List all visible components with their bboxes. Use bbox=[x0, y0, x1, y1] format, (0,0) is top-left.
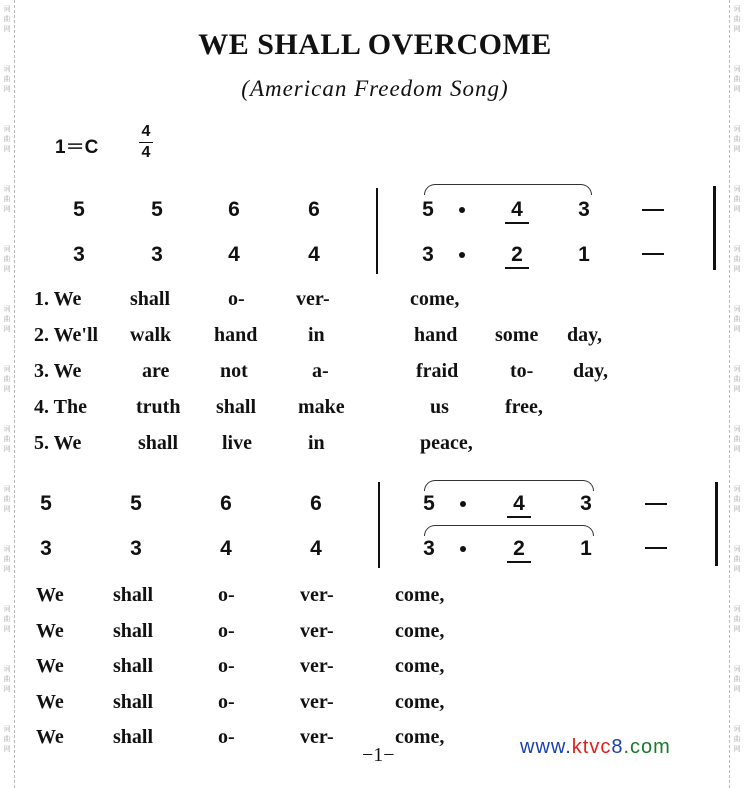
note: 2 bbox=[507, 537, 531, 563]
side-watermark: 词 曲 网 bbox=[3, 305, 11, 333]
hold-dash bbox=[645, 503, 667, 505]
lyric-syllable: ver- bbox=[300, 584, 334, 606]
note: 3 bbox=[580, 492, 592, 515]
side-watermark: 词 曲 网 bbox=[733, 425, 741, 453]
left-margin-strip bbox=[0, 0, 15, 788]
side-watermark: 词 曲 网 bbox=[733, 185, 741, 213]
note: 5 bbox=[130, 492, 142, 515]
lyric-syllable: peace, bbox=[420, 432, 473, 454]
right-margin-strip bbox=[729, 0, 744, 788]
song-title: WE SHALL OVERCOME bbox=[198, 28, 552, 61]
side-watermark: 词 曲 网 bbox=[733, 245, 741, 273]
lyric-syllable: day, bbox=[573, 360, 609, 382]
hold-dash bbox=[645, 547, 667, 549]
lyric-syllable: 5. We bbox=[34, 432, 82, 454]
barline bbox=[715, 482, 718, 566]
side-watermark: 词 曲 网 bbox=[3, 365, 11, 393]
note: 5 bbox=[40, 492, 52, 515]
note: 3 bbox=[130, 537, 142, 560]
lyric-syllable: We bbox=[36, 691, 64, 713]
lyric-syllable: o- bbox=[218, 584, 235, 606]
note: 4 bbox=[228, 243, 240, 266]
lyric-syllable: o- bbox=[228, 288, 245, 310]
time-signature-bar bbox=[139, 142, 153, 143]
side-watermark: 词 曲 网 bbox=[3, 5, 11, 33]
page-number: −1− bbox=[362, 744, 395, 766]
website-prefix: www. bbox=[520, 736, 572, 758]
website-brand-digit: 8 bbox=[611, 736, 624, 758]
lyric-syllable: 2. We'll bbox=[34, 324, 99, 346]
lyric-syllable: make bbox=[298, 396, 345, 418]
song-subtitle: (American Freedom Song) bbox=[241, 76, 509, 101]
lyric-syllable: shall bbox=[113, 691, 154, 713]
side-watermark: 词 曲 网 bbox=[3, 605, 11, 633]
lyric-syllable: shall bbox=[216, 396, 257, 418]
lyric-syllable: ver- bbox=[300, 691, 334, 713]
lyric-syllable: o- bbox=[218, 726, 235, 748]
barline bbox=[713, 186, 716, 270]
side-watermark: 词 曲 网 bbox=[3, 125, 11, 153]
augmentation-dot bbox=[460, 546, 466, 552]
lyric-syllable: not bbox=[220, 360, 248, 382]
note: 5 bbox=[73, 198, 85, 221]
side-watermark: 词 曲 网 bbox=[3, 65, 11, 93]
lyric-syllable: free, bbox=[505, 396, 543, 418]
note: 3 bbox=[151, 243, 163, 266]
slur bbox=[424, 184, 592, 195]
side-watermark: 词 曲 网 bbox=[3, 725, 11, 753]
time-signature bbox=[138, 122, 154, 163]
lyric-syllable: shall bbox=[113, 584, 154, 606]
augmentation-dot bbox=[459, 252, 465, 258]
lyric-syllable: in bbox=[308, 324, 325, 346]
lyric-syllable: o- bbox=[218, 655, 235, 677]
side-watermark: 词 曲 网 bbox=[733, 545, 741, 573]
side-watermark: 词 曲 网 bbox=[3, 545, 11, 573]
lyric-syllable: We bbox=[36, 726, 64, 748]
lyric-syllable: come, bbox=[395, 655, 445, 677]
lyric-syllable: ver- bbox=[296, 288, 330, 310]
side-watermark: 词 曲 网 bbox=[733, 305, 741, 333]
augmentation-dot bbox=[459, 207, 465, 213]
lyric-syllable: walk bbox=[130, 324, 172, 346]
lyric-syllable: hand bbox=[414, 324, 458, 346]
lyric-syllable: a- bbox=[312, 360, 329, 382]
lyric-syllable: o- bbox=[218, 691, 235, 713]
hold-dash bbox=[642, 253, 664, 255]
lyric-syllable: shall bbox=[130, 288, 171, 310]
note: 1 bbox=[580, 537, 592, 560]
lyric-syllable: We bbox=[36, 584, 64, 606]
note: 4 bbox=[505, 198, 529, 224]
note: 6 bbox=[308, 198, 320, 221]
note: 4 bbox=[310, 537, 322, 560]
note: 6 bbox=[220, 492, 232, 515]
note: 4 bbox=[507, 492, 531, 518]
side-watermark: 词 曲 网 bbox=[733, 125, 741, 153]
lyric-syllable: hand bbox=[214, 324, 258, 346]
note: 6 bbox=[228, 198, 240, 221]
note: 5 bbox=[422, 198, 434, 221]
note: 3 bbox=[423, 537, 435, 560]
side-watermark: 词 曲 网 bbox=[3, 185, 11, 213]
lyric-syllable: live bbox=[222, 432, 252, 454]
barline bbox=[378, 482, 380, 568]
lyric-syllable: come, bbox=[410, 288, 460, 310]
lyric-syllable: day, bbox=[567, 324, 603, 346]
lyric-syllable: shall bbox=[138, 432, 179, 454]
website-watermark bbox=[520, 736, 671, 759]
slur bbox=[424, 525, 594, 536]
note: 1 bbox=[578, 243, 590, 266]
time-signature-bottom: 4 bbox=[141, 144, 151, 161]
side-watermark: 词 曲 网 bbox=[733, 665, 741, 693]
lyric-syllable: in bbox=[308, 432, 325, 454]
lyric-syllable: fraid bbox=[416, 360, 459, 382]
side-watermark: 词 曲 网 bbox=[733, 65, 741, 93]
lyric-syllable: come, bbox=[395, 620, 445, 642]
lyric-syllable: us bbox=[430, 396, 449, 418]
lyric-syllable: some bbox=[495, 324, 539, 346]
lyric-syllable: shall bbox=[113, 620, 154, 642]
lyric-syllable: shall bbox=[113, 726, 154, 748]
lyric-syllable: We bbox=[36, 655, 64, 677]
note: 3 bbox=[40, 537, 52, 560]
side-watermark: 词 曲 网 bbox=[733, 485, 741, 513]
lyric-syllable: 4. The bbox=[34, 396, 87, 418]
side-watermark: 词 曲 网 bbox=[733, 725, 741, 753]
website-brand: ktvc bbox=[571, 736, 612, 758]
lyric-syllable: 1. We bbox=[34, 288, 82, 310]
note: 2 bbox=[505, 243, 529, 269]
website-suffix: .com bbox=[623, 736, 671, 758]
lyric-syllable: o- bbox=[218, 620, 235, 642]
side-watermark: 词 曲 网 bbox=[733, 5, 741, 33]
side-watermark: 词 曲 网 bbox=[3, 665, 11, 693]
lyric-syllable: come, bbox=[395, 726, 445, 748]
lyric-syllable: come, bbox=[395, 691, 445, 713]
augmentation-dot bbox=[460, 501, 466, 507]
note: 3 bbox=[422, 243, 434, 266]
note: 4 bbox=[308, 243, 320, 266]
side-watermark: 词 曲 网 bbox=[3, 245, 11, 273]
side-watermark: 词 曲 网 bbox=[733, 605, 741, 633]
slur bbox=[424, 480, 594, 491]
barline bbox=[376, 188, 378, 274]
note: 3 bbox=[73, 243, 85, 266]
note: 6 bbox=[310, 492, 322, 515]
hold-dash bbox=[642, 209, 664, 211]
lyric-syllable: ver- bbox=[300, 726, 334, 748]
note: 4 bbox=[220, 537, 232, 560]
lyric-syllable: come, bbox=[395, 584, 445, 606]
side-watermark: 词 曲 网 bbox=[733, 365, 741, 393]
side-watermark: 词 曲 网 bbox=[3, 485, 11, 513]
time-signature-top: 4 bbox=[141, 123, 151, 140]
lyric-syllable: to- bbox=[510, 360, 534, 382]
lyric-syllable: truth bbox=[136, 396, 181, 418]
note: 5 bbox=[151, 198, 163, 221]
lyric-syllable: We bbox=[36, 620, 64, 642]
note: 5 bbox=[423, 492, 435, 515]
lyric-syllable: are bbox=[142, 360, 170, 382]
lyric-syllable: ver- bbox=[300, 620, 334, 642]
lyric-syllable: shall bbox=[113, 655, 154, 677]
lyric-syllable: ver- bbox=[300, 655, 334, 677]
key-signature: 1＝C bbox=[55, 137, 99, 158]
side-watermark: 词 曲 网 bbox=[3, 425, 11, 453]
note: 3 bbox=[578, 198, 590, 221]
lyric-syllable: 3. We bbox=[34, 360, 82, 382]
